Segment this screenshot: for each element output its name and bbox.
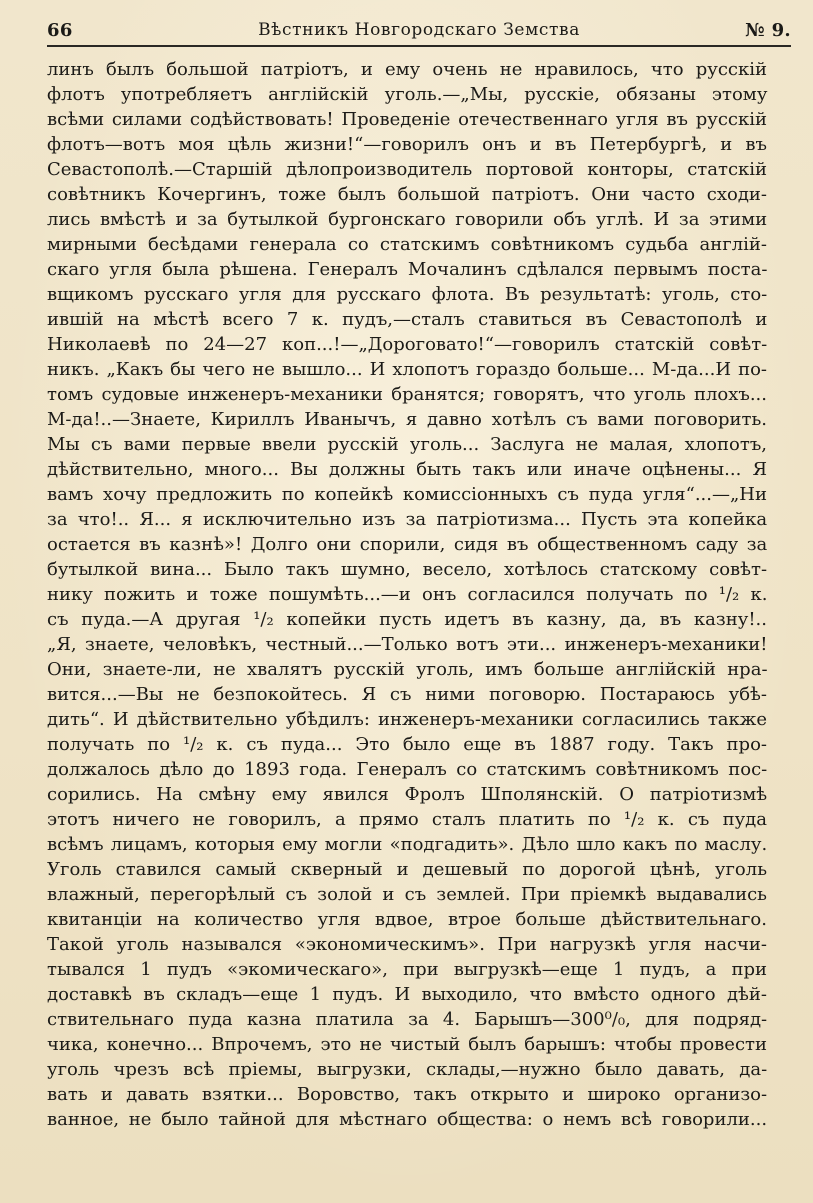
text-line: бутылкой вина... Было такъ шумно, весело, хотѣлось статскому совѣт- <box>47 559 768 580</box>
text-line: ившій на мѣстѣ всего 7 к. пудъ,—сталъ ставиться въ Севастополѣ и <box>47 309 768 330</box>
text-line: дѣйствительно, много... Вы должны быть такъ или иначе оцѣнены... Я <box>47 459 767 480</box>
text-line: остается въ казнѣ»! Долго они спорили, сидя въ общественномъ саду за <box>47 534 768 555</box>
text-line: нику пожить и тоже пошумѣть...—и онъ согласился получать по ¹/₂ к. <box>47 584 768 605</box>
text-line: получать по ¹/₂ к. съ пуда... Это было еще въ 1887 году. Такъ про- <box>47 734 767 755</box>
text-line: съ пуда.—А другая ¹/₂ копейки пусть идетъ въ казну, да, въ казну!.. <box>47 609 767 630</box>
text-line: сорились. На смѣну ему явился Фролъ Шполянскій. О патріотизмѣ <box>47 784 768 805</box>
text-line: доставкѣ въ складъ—еще 1 пудъ. И выходило, что вмѣсто одного дѣй- <box>47 984 767 1005</box>
text-line: Они, знаете-ли, не хвалятъ русскій уголь, имъ больше англійскій нра- <box>47 659 768 680</box>
text-line: вщикомъ русскаго угля для русскаго флота. Въ результатѣ: уголь, сто- <box>47 284 768 305</box>
text-line: вится...—Вы не безпокойтесь. Я съ ними поговорю. Постараюсь убѣ- <box>47 684 767 705</box>
text-line: совѣтникъ Кочергинъ, тоже былъ большой патріотъ. Они часто сходи- <box>47 184 767 205</box>
text-line: за что!.. Я... я исключительно изъ за патріотизма... Пусть эта копейка <box>47 509 768 530</box>
text-line: вамъ хочу предложить по копейкѣ комиссіонныхъ съ пуда угля“...—„Ни <box>47 484 767 505</box>
text-line: этотъ ничего не говорилъ, а прямо сталъ платить по ¹/₂ к. съ пуда <box>47 809 767 830</box>
text-line: тывался 1 пудъ «экомическаго», при выгрузкѣ—еще 1 пудъ, а при <box>47 959 767 980</box>
text-line: Уголь ставился самый скверный и дешевый по дорогой цѣнѣ, уголь <box>47 859 767 880</box>
page-header <box>47 20 791 46</box>
text-line: скаго угля была рѣшена. Генералъ Мочалинъ сдѣлался первымъ поста- <box>47 259 768 280</box>
issue-number: № 9. <box>745 20 791 41</box>
text-line: Мы съ вами первые ввели русскій уголь... Заслуга не малая, хлопотъ, <box>47 434 767 455</box>
body-text <box>47 57 767 1132</box>
text-line: квитанціи на количество угля вдвое, втрое больше дѣйствительнаго. <box>47 909 767 930</box>
text-line: „Я, знаете, человѣкъ, честный...—Только вотъ эти... инженеръ-механики! <box>47 634 768 655</box>
text-line: всѣмъ лицамъ, которыя ему могли «подгадить». Дѣло шло какъ по маслу. <box>47 834 768 855</box>
text-line: М-да!..—Знаете, Кириллъ Иванычъ, я давно хотѣлъ съ вами поговорить. <box>47 409 767 430</box>
text-line: флотъ употребляетъ англійскій уголь.—„Мы, русскіе, обязаны этому <box>47 84 768 105</box>
text-line: Такой уголь назывался «экономическимъ». При нагрузкѣ угля насчи- <box>47 934 767 955</box>
text-line: чика, конечно... Впрочемъ, это не чистый былъ барышъ: чтобы провести <box>47 1034 767 1055</box>
text-line: мирными бесѣдами генерала со статскимъ совѣтникомъ судьба англій- <box>47 234 767 255</box>
text-line: флотъ—вотъ моя цѣль жизни!“—говорилъ онъ и въ Петербургѣ, и въ <box>47 134 767 155</box>
text-line: Николаевѣ по 24—27 коп...!—„Дороговато!“—говорилъ статскій совѣт- <box>47 334 768 355</box>
text-line: ванное, не было тайной для мѣстнаго общества: о немъ всѣ говорили... <box>47 1109 768 1130</box>
header-rule <box>47 45 791 47</box>
text-line: всѣми силами содѣйствовать! Проведеніе отечественнаго угля въ русскій <box>47 109 767 130</box>
text-line: вать и давать взятки... Воровство, такъ открыто и широко организо- <box>47 1084 768 1105</box>
running-title: Вѣстникъ Новгородскаго Земства <box>258 20 580 40</box>
text-line: томъ судовые инженеръ-механики бранятся; говорятъ, что уголь плохъ... <box>47 384 767 405</box>
text-line: лись вмѣстѣ и за бутылкой бургонскаго говорили объ углѣ. И за этими <box>47 209 768 230</box>
text-line: дить“. И дѣйствительно убѣдилъ: инженеръ-механики согласились также <box>47 709 767 730</box>
text-line: ствительнаго пуда казна платила за 4. Барышъ—300⁰/₀, для подряд- <box>47 1009 768 1030</box>
text-line: линъ былъ большой патріотъ, и ему очень не нравилось, что русскій <box>47 59 767 80</box>
text-line: Севастополѣ.—Старшій дѣлопроизводитель портовой конторы, статскій <box>47 159 768 180</box>
text-line: влажный, перегорѣлый съ золой и съ землей. При пріемкѣ выдавались <box>47 884 767 905</box>
text-line: уголь чрезъ всѣ пріемы, выгрузки, склады,—нужно было давать, да- <box>47 1059 768 1080</box>
page-number: 66 <box>47 20 73 41</box>
text-line: никъ. „Какъ бы чего не вышло... И хлопотъ гораздо больше... М-да...И по- <box>47 359 767 380</box>
text-line: должалось дѣло до 1893 года. Генералъ со статскимъ совѣтникомъ пос- <box>47 759 768 780</box>
